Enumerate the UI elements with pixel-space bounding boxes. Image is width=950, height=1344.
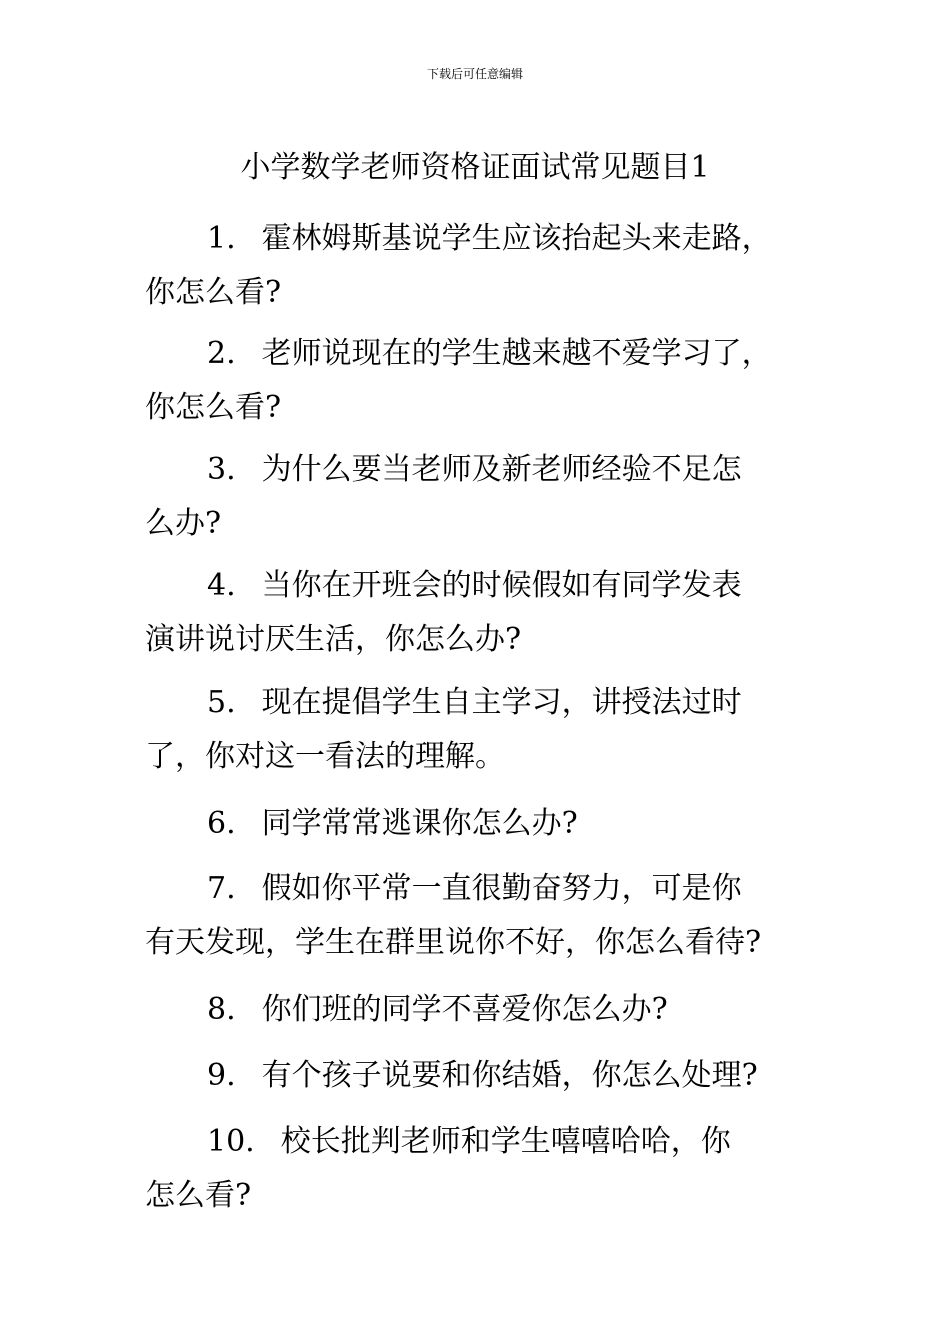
question-continuation: 么办? [145,506,222,541]
document-title: 小学数学老师资格证面试常见题目1 [240,150,710,185]
question-6 [145,797,845,851]
question-continuation: 了，你对这一看法的理解。 [145,739,505,774]
question-first-line [145,559,845,613]
question-continuation: 演讲说讨厌生活，你怎么办? [145,622,522,657]
header-note: 下载后可任意编辑 [426,67,523,81]
question-number: 9. [207,1058,236,1093]
question-number: 6. [207,806,236,841]
question-first-line [145,1115,845,1169]
question-7 [145,862,845,970]
question-5 [145,676,845,784]
question-first-line [145,797,845,851]
question-text: 同学常常逃课你怎么办? [261,806,578,841]
question-continuation: 有天发现，学生在群里说你不好，你怎么看待? [145,925,762,960]
question-first-line [145,862,845,916]
question-10 [145,1115,845,1223]
question-continuation: 你怎么看? [145,275,282,310]
question-text: 老师说现在的学生越来越不爱学习了， [261,336,772,371]
question-8 [145,983,845,1037]
question-2 [145,327,845,435]
question-number: 7. [207,871,236,906]
question-number: 8. [207,992,236,1027]
question-first-line [145,1049,845,1103]
question-number: 1. [207,221,236,256]
question-text: 校长批判老师和学生嘻嘻哈哈，你 [280,1124,731,1159]
question-first-line [145,327,845,381]
question-continuation: 怎么看? [145,1178,252,1213]
question-1 [145,212,845,320]
question-9 [145,1049,845,1103]
question-number: 2. [207,336,236,371]
question-first-line [145,983,845,1037]
question-text: 假如你平常一直很勤奋努力，可是你 [261,871,742,906]
question-text: 有个孩子说要和你结婚，你怎么处理? [261,1058,758,1093]
question-number: 3. [207,452,236,487]
question-number: 4. [207,568,236,603]
question-first-line [145,212,845,266]
question-number: 5. [207,685,236,720]
question-text: 当你在开班会的时候假如有同学发表 [261,568,742,603]
question-continuation: 你怎么看? [145,390,282,425]
question-text: 你们班的同学不喜爱你怎么办? [261,992,668,1027]
question-number: 10. [207,1124,255,1159]
question-text: 现在提倡学生自主学习，讲授法过时 [261,685,742,720]
question-3 [145,443,845,551]
question-text: 霍林姆斯基说学生应该抬起头来走路， [261,221,772,256]
question-first-line [145,443,845,497]
question-first-line [145,676,845,730]
question-4 [145,559,845,667]
question-text: 为什么要当老师及新老师经验不足怎 [261,452,742,487]
